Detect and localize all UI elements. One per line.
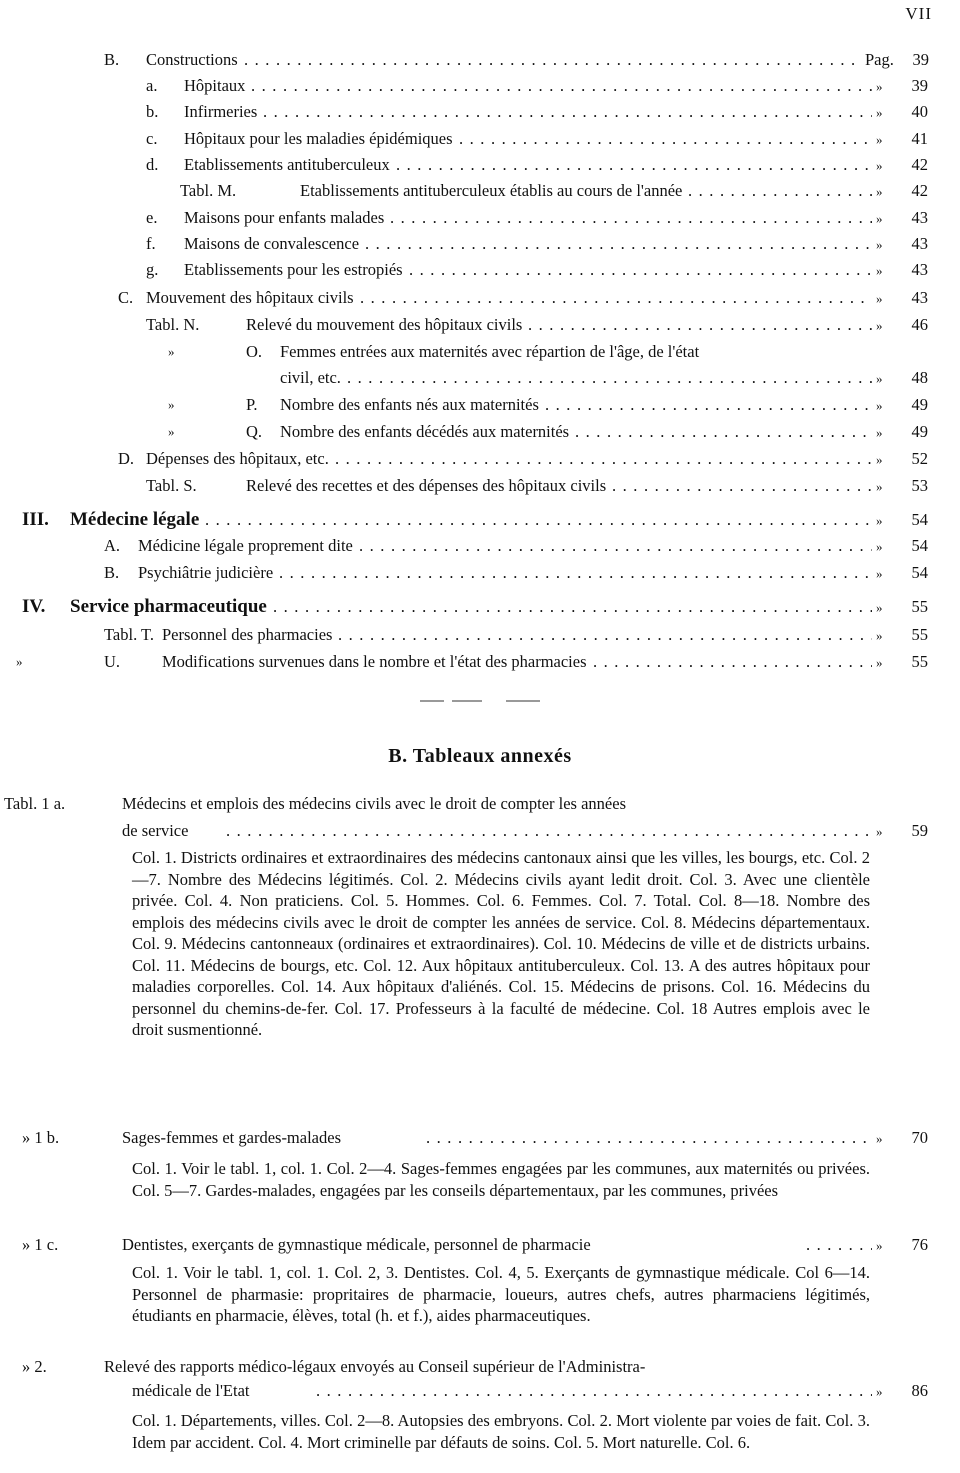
entry-label: O. (246, 342, 263, 361)
entry-page: » 42 (876, 155, 928, 174)
entry-label: D. (118, 449, 135, 468)
table-description: Col. 1. Districts ordinaires et extraordinaires des médecins cantonaux ainsi que les villes, les bourgs, etc. Col. 2—7. Nombre des Médecins légitimés. Col. 2. Médecins civils ayant ledit droit. Col. 3. Avec une clientèle privée. Col. 4. Non praticiens. Col. 5. Hommes. Col. 6. Femmes. Col. 7. Total. Col. 8—18. Nombre des emplois des médecins civils avec le droit de compter les années de service. Col. 8. Médecins départementaux. Col. 9. Médecins cantonneaux (ordinaires et extraordinaires). Col. 10. Médecins de ville et de districts urbains. Col. 11. Médecins de bourgs, etc. Col. 12. Aux hôpitaux antituberculeux. Col. 13. A des autres hôpitaux pour maladies corporelles. Col. 14. Aux hôpitaux d'aliénés. Col. 15. Médecins de prisons. Col. 16. Médecins du personnel du chemins-de-fer. Col. 17. Professeurs à la faculté de médecine. Col. 18 Autres emplois avec le droit susmentionné. (132, 848, 870, 1039)
leader-dots (316, 1378, 872, 1404)
section-heading: B. Tableaux annexés (388, 745, 572, 767)
entry-label: f. (146, 234, 156, 253)
entry-page: » 46 (876, 315, 928, 334)
entry-page: » 52 (876, 449, 928, 468)
leader-dots (390, 205, 872, 231)
entry-title: Constructions (146, 50, 238, 69)
table-description: Col. 1. Voir le tabl. 1, col. 1. Col. 2—4. Sages-femmes engagées par les communes, aux maternités ou privées. Col. 5—7. Gardes-malades, engagées par les conseils départementaux, par les communes, privées (132, 1159, 870, 1200)
ditto-mark: » (16, 654, 23, 669)
entry-page: » 40 (876, 102, 928, 121)
entry-title: Maisons de convalescence (184, 234, 360, 253)
entry-label: a. (146, 76, 158, 95)
table-description: Col. 1. Voir le tabl. 1, col. 1. Col. 2, 3. Dentistes. Col. 4, 5. Exerçants de gymnastique médicale. Col 6—14. Personnel de pharmasie: propritaires de pharmacie, loueurs, autres chefs, autres pharmaciens légitimés, étudiants en pharmacie, élèves, total (h. et f.), aides pharmaceutiques. (132, 1263, 870, 1325)
leader-dots (612, 473, 872, 499)
entry-title: Mouvement des hôpitaux civils (146, 288, 354, 307)
leader-dots (263, 99, 872, 125)
entry-page: » 43 (876, 208, 928, 227)
ditto-mark: » (168, 424, 175, 439)
entry-title: Hôpitaux pour les maladies épidémiques (184, 129, 453, 148)
leader-dots (226, 818, 872, 844)
page-number: VII (905, 4, 932, 23)
entry-label: Tabl. M. (180, 181, 237, 200)
leader-dots (251, 73, 872, 99)
entry-label: c. (146, 129, 158, 148)
entry-label: » 2. (22, 1357, 47, 1376)
entry-page: » 86 (876, 1381, 928, 1400)
entry-page: » 55 (876, 597, 928, 616)
entry-title: Nombre des enfants décédés aux maternités (280, 422, 570, 441)
entry-page: » 55 (876, 625, 928, 644)
entry-label: e. (146, 208, 158, 227)
entry-label: b. (146, 102, 159, 121)
entry-title: Médecine légale (70, 509, 200, 530)
ditto-mark: » (168, 344, 175, 359)
entry-title: Etablissements antituberculeux (184, 155, 390, 174)
entry-title: Nombre des enfants nés aux maternités (280, 395, 539, 414)
entry-title: Relevé des recettes et des dépenses des hôpitaux civils (246, 476, 607, 495)
entry-label: » 1 c. (22, 1235, 59, 1254)
entry-title: Modifications survenues dans le nombre et l'état des pharmacies (162, 652, 587, 671)
leader-dots (426, 1125, 872, 1151)
ditto-mark: » (168, 397, 175, 412)
table-description: Col. 1. Départements, villes. Col. 2—8. Autopsies des embryons. Col. 2. Mort violente par voies de fait. Col. 3. Idem par accident. Col. 4. Mort criminelle par défauts de soins. Col. 5. Mort naturelle. Col. 6. (132, 1411, 870, 1452)
entry-page: » 54 (876, 510, 928, 529)
entry-label: A. (104, 536, 121, 555)
section-divider (420, 700, 540, 702)
leader-dots (205, 507, 872, 533)
entry-page: » 55 (876, 652, 928, 671)
entry-page: » 49 (876, 422, 928, 441)
entry-title: Sages-femmes et gardes-malades (122, 1128, 341, 1147)
leader-dots (273, 594, 872, 620)
leader-dots (806, 1232, 872, 1258)
leader-dots (396, 152, 872, 178)
entry-title: Dentistes, exerçants de gymnastique médicale, personnel de pharmacie (122, 1235, 591, 1254)
entry-page: » 70 (876, 1128, 928, 1147)
entry-label: Tabl. N. (146, 315, 200, 334)
entry-page: » 76 (876, 1235, 928, 1254)
entry-title: Dépenses des hôpitaux, etc. (146, 449, 329, 468)
entry-title: Hôpitaux (184, 76, 246, 95)
leader-dots (688, 178, 872, 204)
entry-title: Psychiâtrie judicière (138, 563, 274, 582)
entry-page: » 59 (876, 821, 928, 840)
leader-dots (593, 649, 872, 675)
entry-title: Etablissements pour les estropiés (184, 260, 403, 279)
leader-dots (359, 533, 872, 559)
entry-page: » 41 (876, 129, 928, 148)
entry-page: » 48 (876, 368, 928, 387)
entry-label: » 1 b. (22, 1128, 60, 1147)
entry-page: » 43 (876, 234, 928, 253)
leader-dots (335, 446, 872, 472)
entry-page: » 39 (876, 76, 928, 95)
entry-page: Pag. 39 (865, 50, 929, 69)
entry-title: Médicine légale proprement dite (138, 536, 353, 555)
entry-label: Tabl. T. (104, 625, 155, 644)
entry-title: Femmes entrées aux maternités avec répartion de l'âge, de l'état (280, 342, 700, 361)
entry-label: U. (104, 652, 121, 671)
entry-label: C. (118, 288, 134, 307)
entry-label: B. (104, 50, 120, 69)
entry-title-cont: médicale de l'Etat (132, 1381, 250, 1400)
entry-label: Q. (246, 422, 263, 441)
entry-page: » 43 (876, 288, 928, 307)
entry-page: » 42 (876, 181, 928, 200)
entry-title: Médecins et emplois des médecins civils avec le droit de compter les années (122, 794, 626, 813)
leader-dots (545, 392, 872, 418)
entry-title: civil, etc. (280, 368, 341, 387)
leader-dots (279, 560, 872, 586)
leader-dots (528, 312, 872, 338)
leader-dots (459, 126, 872, 152)
leader-dots (409, 257, 872, 283)
entry-title: Maisons pour enfants malades (184, 208, 385, 227)
entry-title: Personnel des pharmacies (162, 625, 333, 644)
entry-label: g. (146, 260, 159, 279)
leader-dots (347, 365, 872, 391)
leader-dots (360, 285, 872, 311)
entry-label: IV. (22, 596, 46, 617)
entry-title: Relevé du mouvement des hôpitaux civils (246, 315, 523, 334)
entry-page: » 43 (876, 260, 928, 279)
entry-label: Tabl. 1 a. (4, 794, 66, 813)
entry-label: Tabl. S. (146, 476, 197, 495)
entry-title: Etablissements antituberculeux établis au cours de l'année (300, 181, 683, 200)
entry-title-cont: de service (122, 821, 189, 840)
entry-page: » 49 (876, 395, 928, 414)
leader-dots (575, 419, 872, 445)
entry-label: B. (104, 563, 120, 582)
entry-title: Infirmeries (184, 102, 258, 121)
entry-label: P. (246, 395, 258, 414)
leader-dots (244, 47, 861, 73)
leader-dots (365, 231, 872, 257)
entry-page: » 54 (876, 536, 928, 555)
entry-title: Service pharmaceutique (70, 596, 267, 617)
entry-page: » 54 (876, 563, 928, 582)
entry-page: » 53 (876, 476, 928, 495)
leader-dots (338, 622, 872, 648)
entry-title: Relevé des rapports médico-légaux envoyés au Conseil supérieur de l'Administra- (104, 1357, 646, 1376)
entry-label: III. (22, 509, 49, 530)
entry-label: d. (146, 155, 159, 174)
